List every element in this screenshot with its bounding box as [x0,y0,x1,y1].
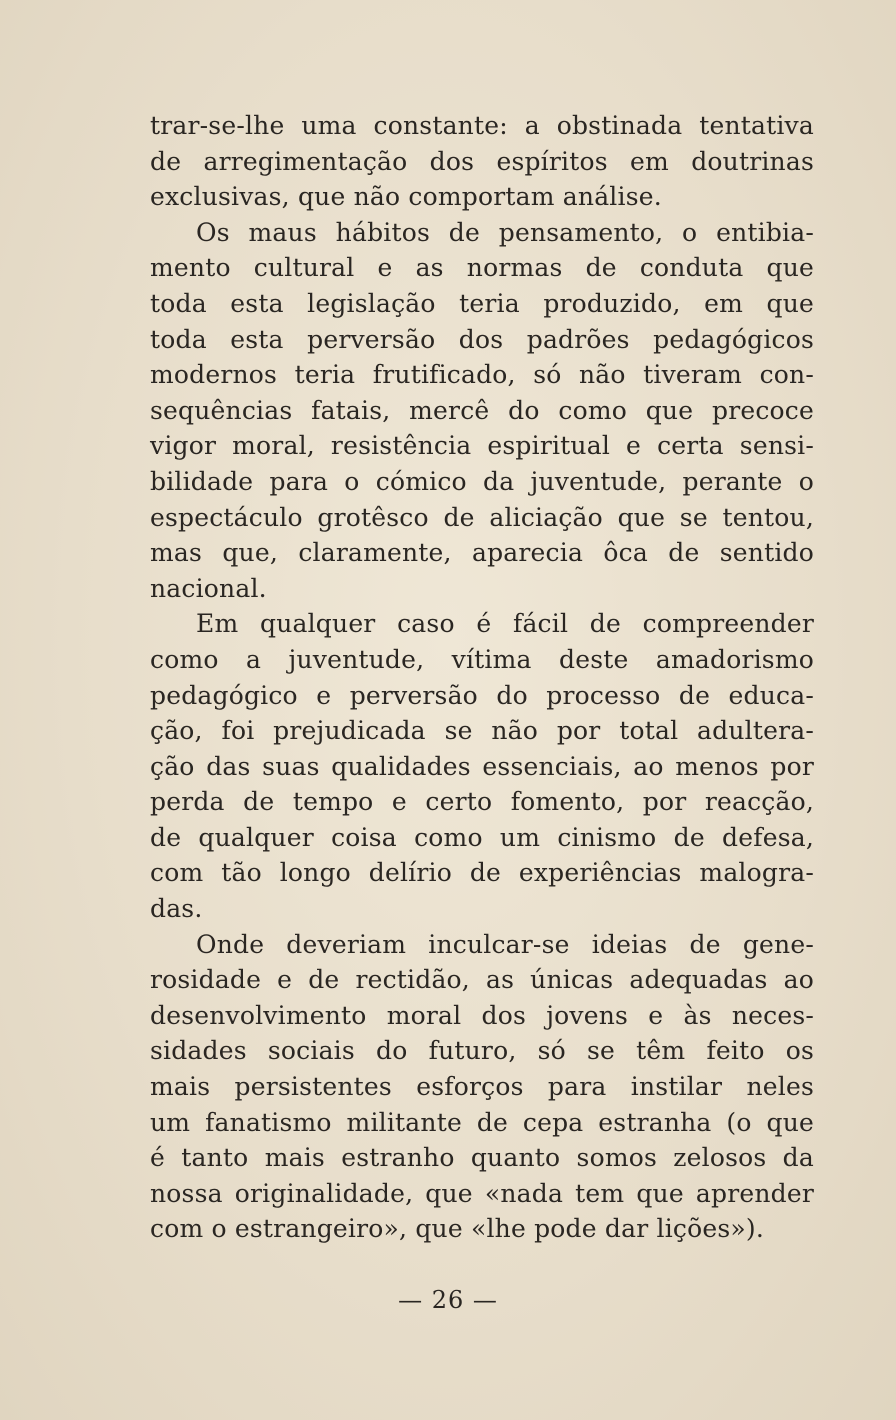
text-line: ção das suas qualidades essenciais, ao menos por [150,751,814,781]
text-line: com o estrangeiro», que «lhe pode dar lições»). [150,1214,764,1244]
paragraph-4 [150,927,814,1247]
text-line: nacional. [150,573,267,603]
text-line: mento cultural e as normas de conduta que [150,253,814,283]
text-line: Onde deveriam inculcar-se ideias de gene- [196,929,814,959]
text-line: toda esta legislação teria produzido, em que [150,288,814,318]
text-line: trar-se-lhe uma constante: a obstinada tentativa [150,111,814,140]
text-line: sidades sociais do futuro, só se têm feito os [150,1036,814,1066]
text-line: Em qualquer caso é fácil de compreender [196,609,814,639]
text-line: vigor moral, resistência espiritual e certa sensi- [150,431,814,461]
text-line: Os maus hábitos de pensamento, o entibia- [196,217,814,247]
text-line: exclusivas, que não comportam análise. [150,182,662,212]
text-line: das. [150,894,203,924]
text-line: ção, foi prejudicada se não por total adultera- [150,716,814,746]
text-line: é tanto mais estranho quanto somos zelosos da [150,1143,814,1173]
text-line: espectáculo grotêsco de aliciação que se tentou, [150,502,814,532]
page-text-block [150,108,814,1247]
text-line: sequências fatais, mercê do como que precoce [150,395,814,425]
paragraph-3 [150,606,814,926]
text-line: pedagógico e perversão do processo de educa- [150,680,814,710]
text-line: mas que, claramente, aparecia ôca de sentido [150,538,814,568]
text-line: de arregimentação dos espíritos em doutrinas [150,146,814,176]
text-line: modernos teria frutificado, só não tiveram con- [150,360,814,390]
text-line: toda esta perversão dos padrões pedagógicos [150,324,814,354]
text-line: de qualquer coisa como um cinismo de defesa, [150,822,814,852]
text-line: um fanatismo militante de cepa estranha (o que [150,1107,814,1137]
text-line: mais persistentes esforços para instilar neles [150,1072,814,1102]
paragraph-2 [150,215,814,607]
text-line: perda de tempo e certo fomento, por reacção, [150,787,814,817]
text-line: rosidade e de rectidão, as únicas adequadas ao [150,965,814,995]
text-line: bilidade para o cómico da juventude, perante o [150,466,814,496]
text-line: desenvolvimento moral dos jovens e às neces- [150,1000,814,1030]
paragraph-1 [150,108,814,215]
text-line: nossa originalidade, que «nada tem que aprender [150,1178,814,1208]
text-line: como a juventude, vítima deste amadorismo [150,644,814,674]
text-line: com tão longo delírio de experiências malogra- [150,858,814,888]
page-number: — 26 — [398,1286,498,1314]
